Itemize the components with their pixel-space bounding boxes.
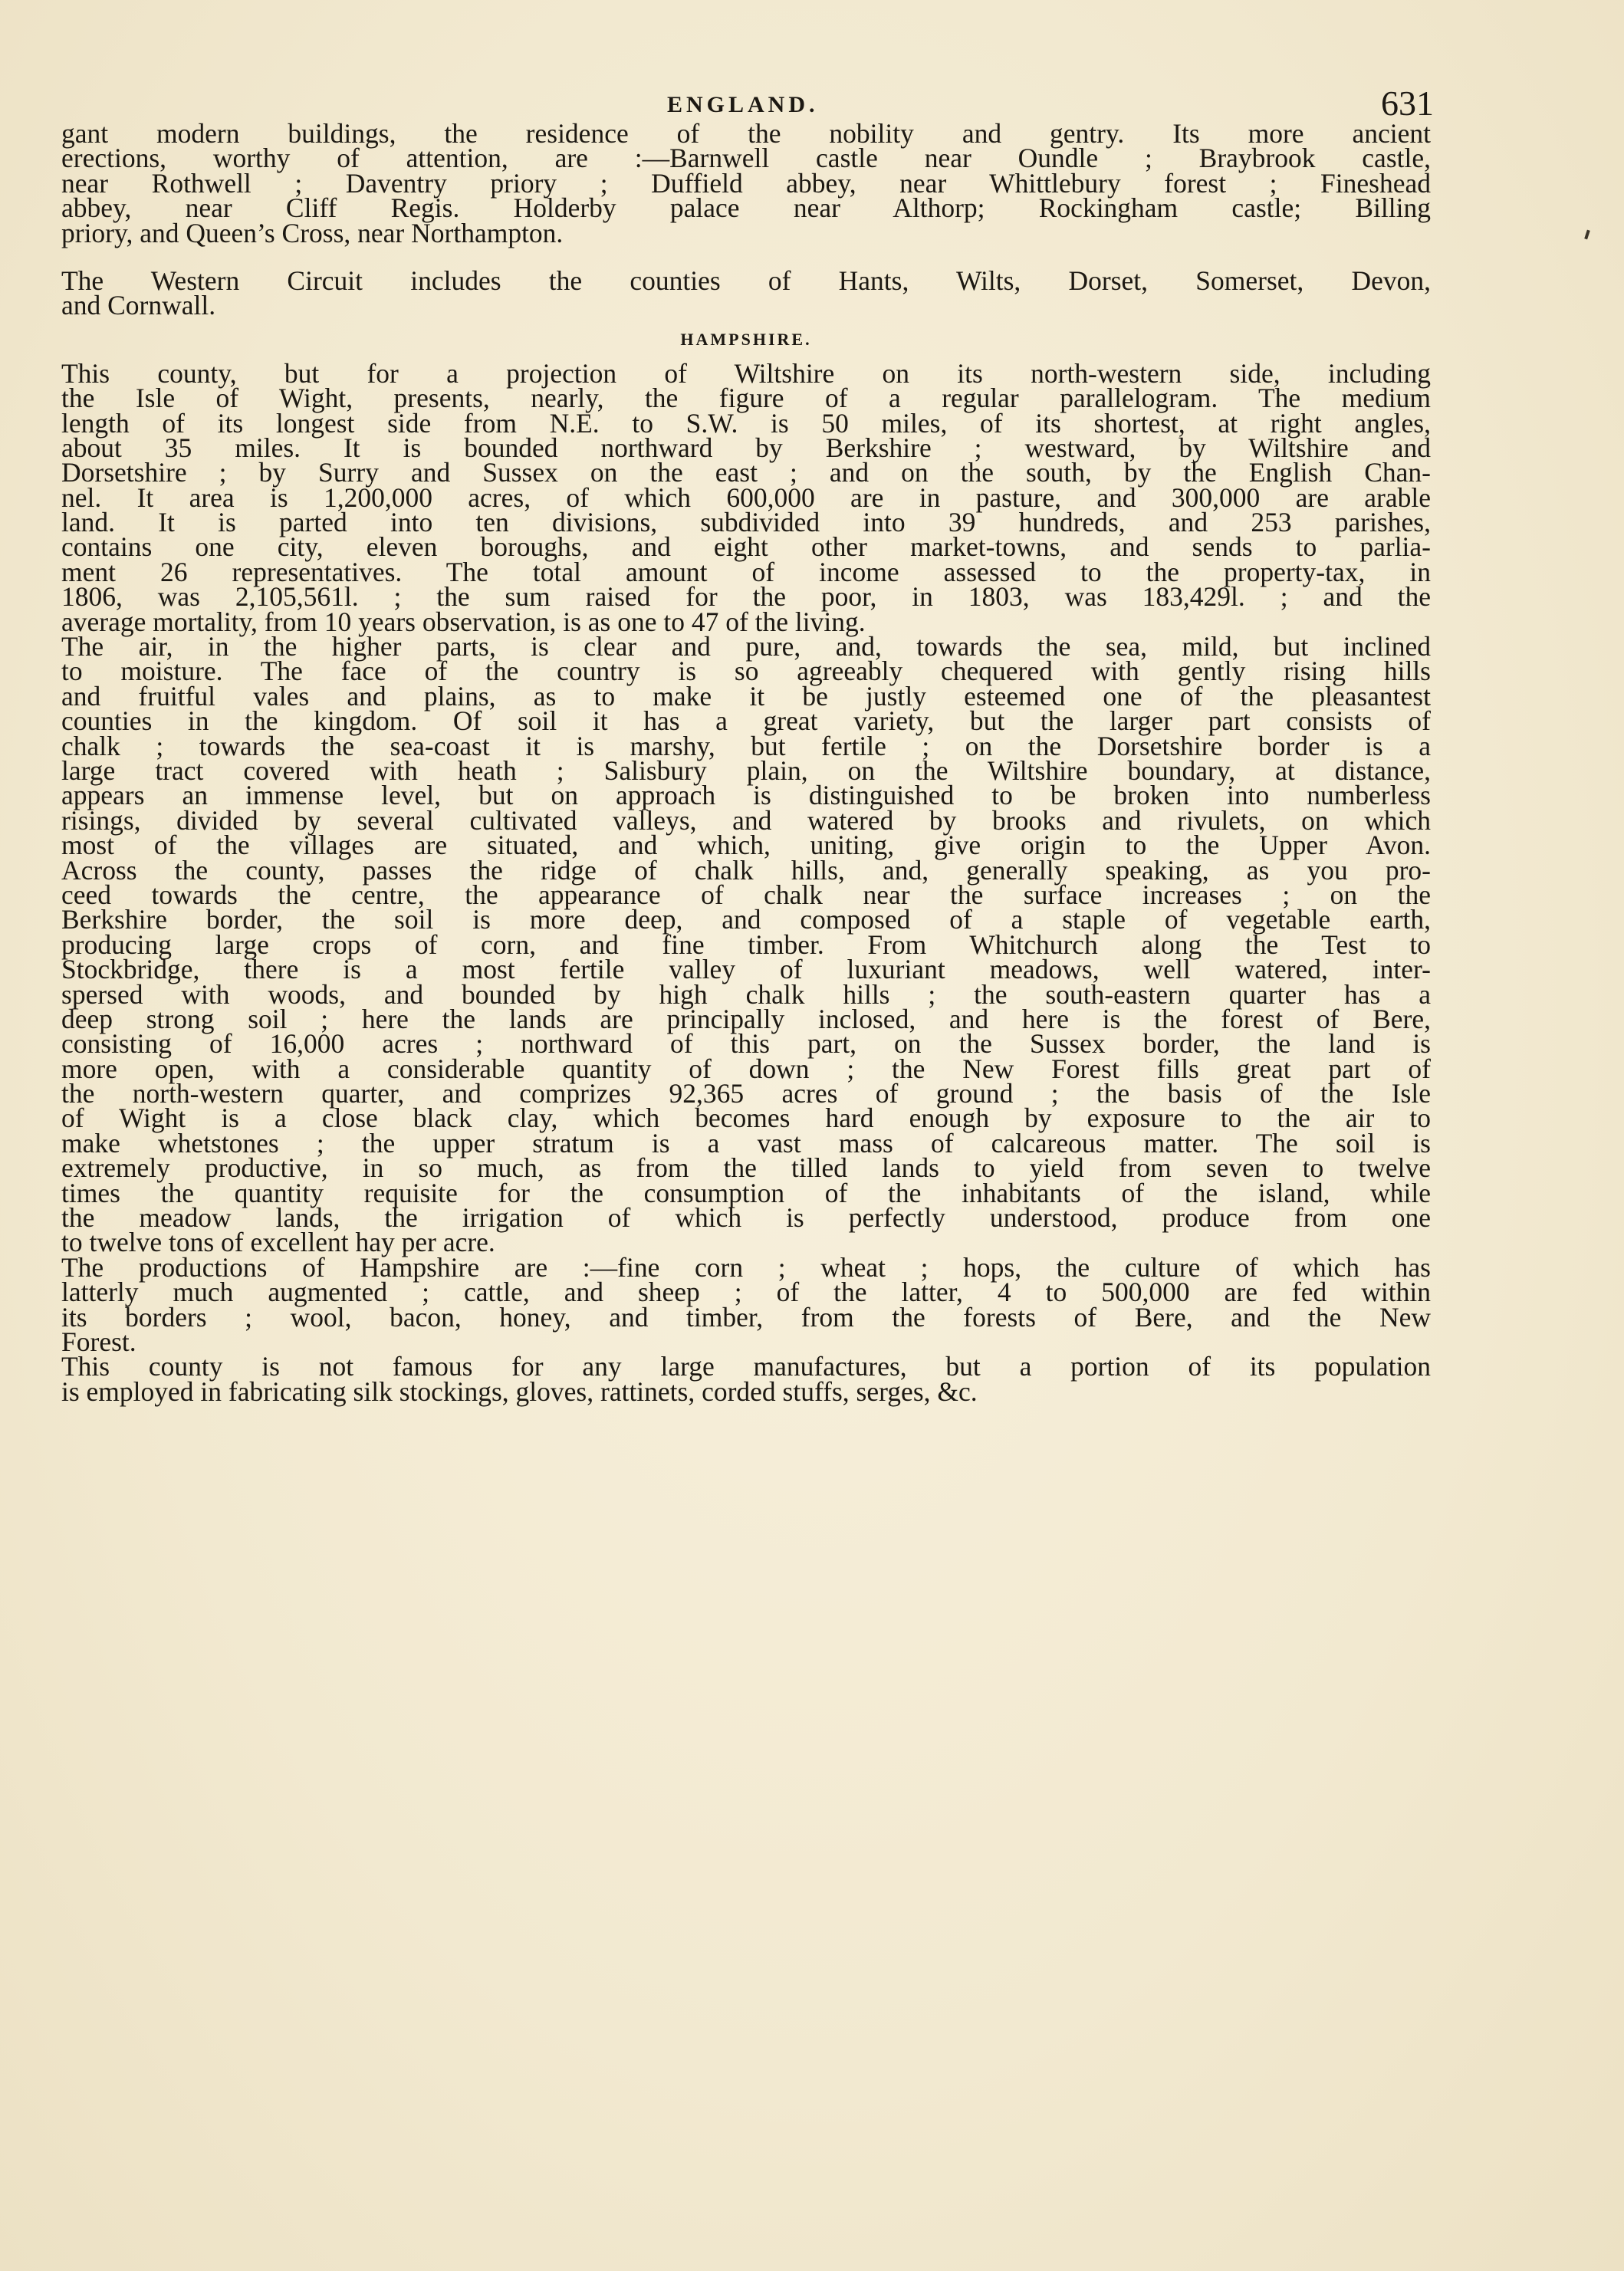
text-line: length of its longest side from N.E. to S.W. is 50 miles, of its shortest, at right angles, xyxy=(61,407,1431,439)
text-line: ment 26 representatives. The total amount of income assessed to the property-tax, in xyxy=(61,556,1431,587)
text-line: more open, with a considerable quantity of down ; the New Forest fills great part of xyxy=(61,1053,1431,1084)
text-line: Stockbridge, there is a most fertile valley of luxuriant meadows, well watered, inter- xyxy=(61,954,1431,985)
text-line: counties in the kingdom. Of soil it has a great variety, but the larger part consists of xyxy=(61,705,1431,737)
hampshire-paragraph-3 xyxy=(61,1251,1431,1357)
text-line: Across the county, passes the ridge of chalk hills, and, generally speaking, as you pro- xyxy=(61,854,1431,886)
text-line: deep strong soil ; here the lands are principally inclosed, and here is the forest of Bere, xyxy=(61,1003,1431,1034)
text-line: average mortality, from 10 years observation, is as one to 47 of the living. xyxy=(61,606,866,637)
page-number: 631 xyxy=(1381,84,1434,123)
text-line: large tract covered with heath ; Salisbury plain, on the Wiltshire boundary, at distance, xyxy=(61,754,1431,786)
text-line: gant modern buildings, the residence of the nobility and gentry. Its more ancient xyxy=(61,118,1431,149)
text-line: land. It is parted into ten divisions, subdivided into 39 hundreds, and 253 parishes, xyxy=(61,507,1431,538)
text-line: abbey, near Cliff Regis. Holderby palace near Althorp; Rockingham castle; Billing xyxy=(61,192,1431,224)
western-circuit-paragraph xyxy=(61,265,1431,321)
text-line: producing large crops of corn, and fine timber. From Whitchurch along the Test to xyxy=(61,928,1431,960)
text-line: risings, divided by several cultivated valleys, and watered by brooks and rivulets, on which xyxy=(61,804,1431,836)
text-line: the Isle of Wight, presents, nearly, the figure of a regular parallelogram. The medium xyxy=(61,383,1431,414)
ink-speck xyxy=(1584,230,1590,240)
text-line: times the quantity requisite for the consumption of the inhabitants of the island, while xyxy=(61,1177,1431,1208)
text-line: near Rothwell ; Daventry priory ; Duffield abbey, near Whittlebury forest ; Fineshead xyxy=(61,167,1431,199)
text-line: about 35 miles. It is bounded northward by Berkshire ; westward, by Wiltshire and xyxy=(61,432,1431,463)
text-line: Forest. xyxy=(61,1326,136,1357)
text-line: The air, in the higher parts, is clear and pure, and, towards the sea, mild, but inclined xyxy=(61,631,1431,662)
text-line: consisting of 16,000 acres ; northward of this part, on the Sussex border, the land is xyxy=(61,1028,1431,1060)
text-line: chalk ; towards the sea-coast it is marshy, but fertile ; on the Dorsetshire border is a xyxy=(61,730,1431,761)
text-line: The productions of Hampshire are :—fine corn ; wheat ; hops, the culture of which has xyxy=(61,1251,1431,1283)
hampshire-paragraph-2 xyxy=(61,631,1431,1258)
text-line: make whetstones ; the upper stratum is a vast mass of calcareous matter. The soil is xyxy=(61,1127,1431,1159)
text-line: erections, worthy of attention, are :—Barnwell castle near Oundle ; Braybrook castle, xyxy=(61,143,1431,174)
text-line: nel. It area is 1,200,000 acres, of which 600,000 are in pasture, and 300,000 are arable xyxy=(61,481,1431,513)
text-line: extremely productive, in so much, as from the tilled lands to yield from seven to twelve xyxy=(61,1152,1431,1184)
text-line: This county, but for a projection of Wiltshire on its north-western side, including xyxy=(61,357,1431,389)
text-line: ceed towards the centre, the appearance of chalk near the surface increases ; on the xyxy=(61,879,1431,910)
text-line: its borders ; wool, bacon, honey, and timber, from the forests of Bere, and the New xyxy=(61,1301,1431,1333)
hampshire-paragraph-4 xyxy=(61,1351,1431,1407)
text-line: is employed in fabricating silk stockings, gloves, rattinets, corded stuffs, serges, &c. xyxy=(61,1375,978,1407)
text-line: the meadow lands, the irrigation of which is perfectly understood, produce from one xyxy=(61,1202,1431,1234)
text-line: Dorsetshire ; by Surry and Sussex on the east ; and on the south, by the English Chan- xyxy=(61,457,1431,488)
text-line: to moisture. The face of the country is so agreeably chequered with gently rising hills xyxy=(61,656,1431,687)
text-line: 1806, was 2,105,561l. ; the sum raised for the poor, in 1803, was 183,429l. ; and the xyxy=(61,581,1431,613)
text-line: This county is not famous for any large manufactures, but a portion of its population xyxy=(61,1351,1431,1382)
northamptonshire-continuation xyxy=(61,118,1431,248)
text-line: of Wight is a close black clay, which becomes hard enough by exposure to the air to xyxy=(61,1103,1431,1134)
text-line: spersed with woods, and bounded by high chalk hills ; the south-eastern quarter has a xyxy=(61,978,1431,1010)
text-line: priory, and Queen’s Cross, near Northampton. xyxy=(61,217,564,248)
text-line: and Cornwall. xyxy=(61,290,216,321)
text-line: most of the villages are situated, and which, uniting, give origin to the Upper Avon. xyxy=(61,830,1431,861)
text-line: contains one city, eleven boroughs, and eight other market-towns, and sends to parlia- xyxy=(61,531,1431,563)
text-line: latterly much augmented ; cattle, and sheep ; of the latter, 4 to 500,000 are fed within xyxy=(61,1277,1431,1308)
text-line: appears an immense level, but on approach is distinguished to be broken into numberless xyxy=(61,780,1431,811)
text-line: The Western Circuit includes the counties of Hants, Wilts, Dorset, Somerset, Devon, xyxy=(61,265,1431,296)
text-line: Berkshire border, the soil is more deep, and composed of a staple of vegetable earth, xyxy=(61,904,1431,935)
text-line: the north-western quarter, and comprizes 92,365 acres of ground ; the basis of the Isle xyxy=(61,1078,1431,1109)
running-title: ENGLAND. xyxy=(667,92,819,117)
text-line: and fruitful vales and plains, as to make it be justly esteemed one of the pleasantest xyxy=(61,680,1431,712)
page-body xyxy=(61,118,1431,1407)
section-heading-hampshire: HAMPSHIRE. xyxy=(680,329,812,349)
text-line: to twelve tons of excellent hay per acre. xyxy=(61,1227,495,1258)
hampshire-paragraph-1 xyxy=(61,357,1431,637)
